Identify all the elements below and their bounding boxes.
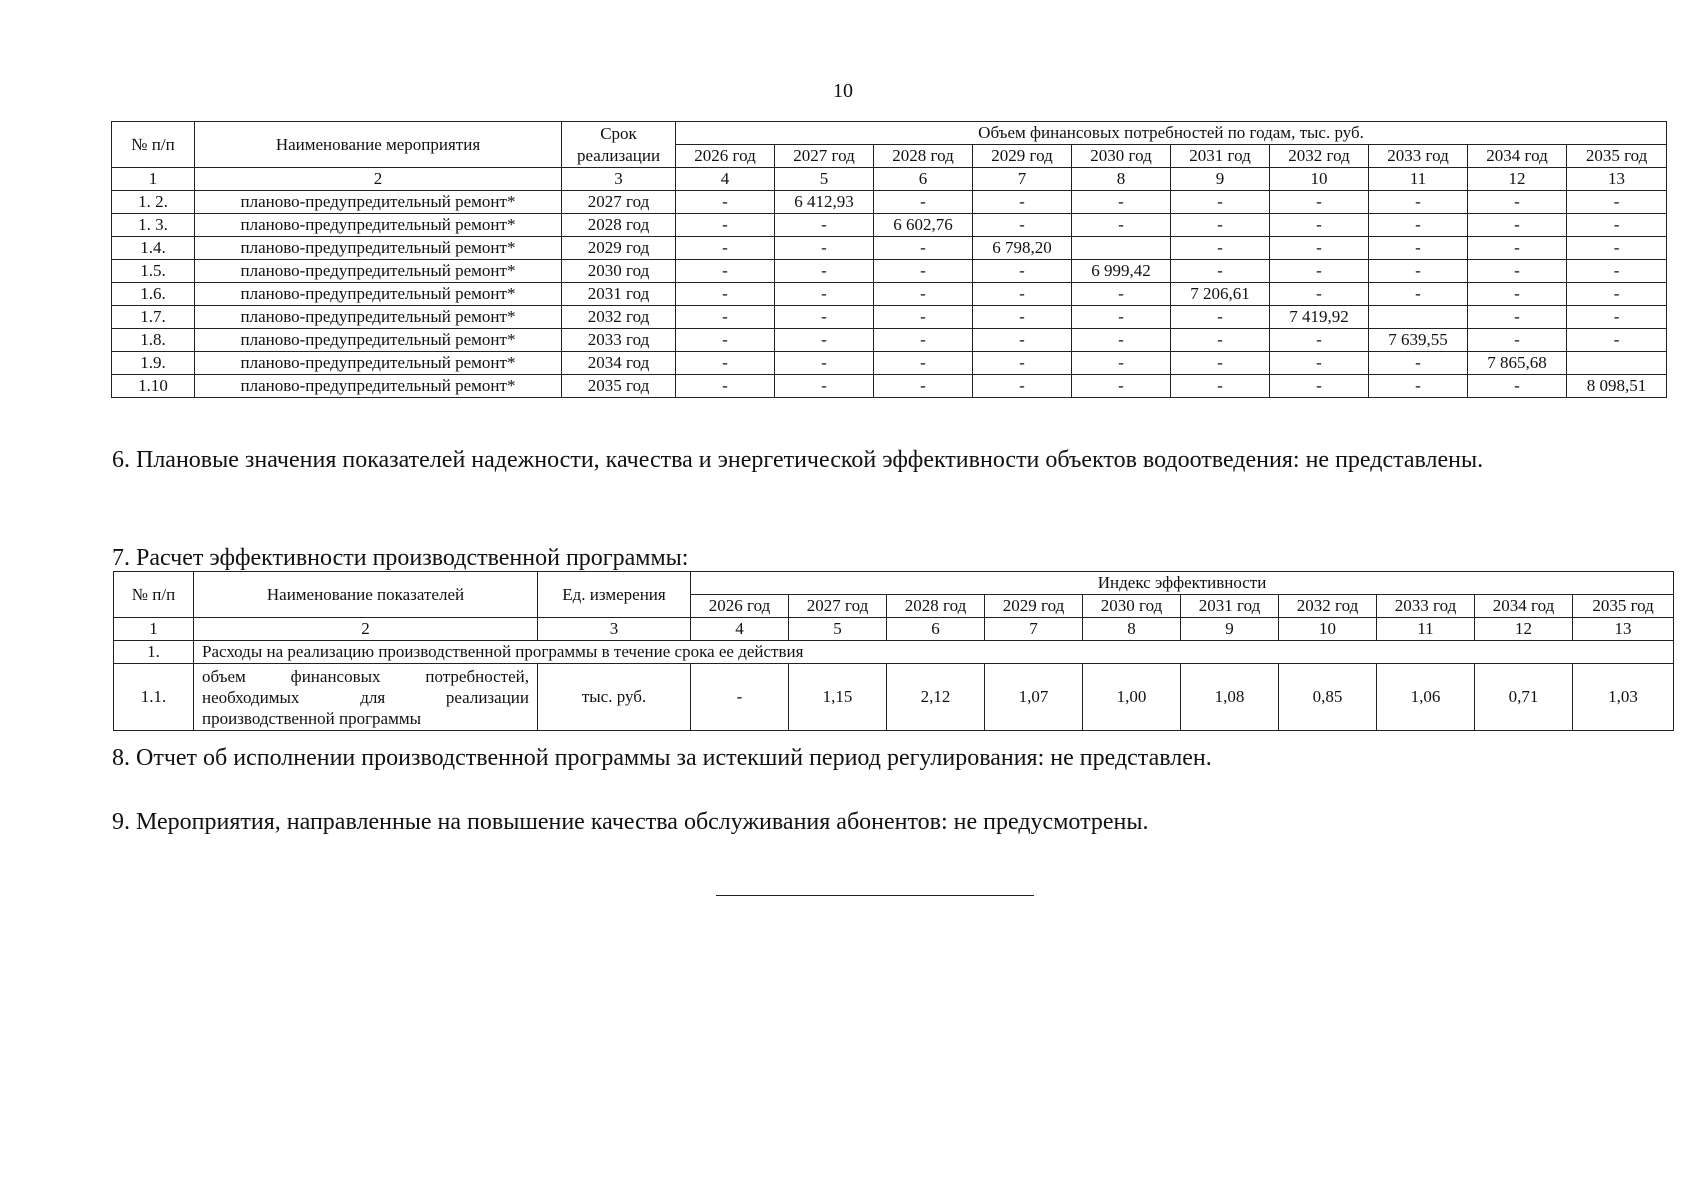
- table-row: [112, 375, 1667, 398]
- row-value: -: [973, 375, 1072, 398]
- table2-year-header: 2031 год: [1181, 595, 1279, 618]
- table2-col-name: Наименование показателей: [194, 572, 538, 618]
- table2-year-header: 2033 год: [1377, 595, 1475, 618]
- row-term: 2035 год: [562, 375, 676, 398]
- row-value: -: [973, 329, 1072, 352]
- row-value: [1567, 352, 1667, 375]
- row-value: -: [973, 306, 1072, 329]
- row-value: -: [775, 352, 874, 375]
- row-value: -: [1270, 329, 1369, 352]
- table1-year-header: 2034 год: [1468, 145, 1567, 168]
- table2-row-num: 1.1.: [114, 664, 194, 731]
- row-value: -: [1171, 191, 1270, 214]
- row-value: -: [676, 352, 775, 375]
- row-value: -: [874, 352, 973, 375]
- row-term: 2030 год: [562, 260, 676, 283]
- row-value: -: [973, 214, 1072, 237]
- row-name: планово-предупредительный ремонт*: [195, 191, 562, 214]
- section-6-text: 6. Плановые значения показателей надежности, качества и энергетической эффективности объектов водоотведения: не представлены.: [112, 447, 1484, 473]
- row-value: -: [1072, 191, 1171, 214]
- table2-index-cell: 6: [887, 618, 985, 641]
- table1-header-row-1: [112, 122, 1667, 145]
- row-value: -: [775, 214, 874, 237]
- table-row: [112, 260, 1667, 283]
- table1-header-index: [112, 168, 1667, 191]
- table2-col-num: № п/п: [114, 572, 194, 618]
- table1-index-cell: 8: [1072, 168, 1171, 191]
- row-value: -: [1270, 260, 1369, 283]
- row-number: 1. 3.: [112, 214, 195, 237]
- table2-year-header: 2032 год: [1279, 595, 1377, 618]
- financial-needs-table: [111, 121, 1667, 398]
- table1-index-cell: 3: [562, 168, 676, 191]
- table1-col-term: Срок реализации: [562, 122, 676, 168]
- index-value: 2,12: [887, 664, 985, 731]
- row-value: -: [973, 352, 1072, 375]
- table-row: [112, 352, 1667, 375]
- row-name: планово-предупредительный ремонт*: [195, 237, 562, 260]
- row-value: 7 206,61: [1171, 283, 1270, 306]
- row-value: -: [1270, 352, 1369, 375]
- row-name: планово-предупредительный ремонт*: [195, 283, 562, 306]
- table2-year-header: 2030 год: [1083, 595, 1181, 618]
- row-value: -: [1072, 306, 1171, 329]
- row-value: -: [1171, 214, 1270, 237]
- section-9-text: 9. Мероприятия, направленные на повышение качества обслуживания абонентов: не предусмотрены.: [112, 809, 1149, 835]
- table2-section-text: Расходы на реализацию производственной программы в течение срока ее действия: [194, 641, 1674, 664]
- table2-section-row: [114, 641, 1674, 664]
- end-divider: [716, 895, 1034, 896]
- row-value: -: [1171, 375, 1270, 398]
- table2-data-row: [114, 664, 1674, 731]
- row-number: 1. 2.: [112, 191, 195, 214]
- row-value: -: [1468, 237, 1567, 260]
- row-value: -: [1369, 214, 1468, 237]
- table2-year-header: 2028 год: [887, 595, 985, 618]
- table1-year-header: 2026 год: [676, 145, 775, 168]
- row-value: -: [676, 375, 775, 398]
- table2-index-cell: 4: [691, 618, 789, 641]
- table-row: [112, 214, 1667, 237]
- row-term: 2032 год: [562, 306, 676, 329]
- row-value: -: [1567, 191, 1667, 214]
- row-value: -: [874, 283, 973, 306]
- row-value: -: [1072, 214, 1171, 237]
- row-value: -: [874, 375, 973, 398]
- row-value: -: [1369, 283, 1468, 306]
- row-value: -: [1171, 352, 1270, 375]
- table2-index-cell: 10: [1279, 618, 1377, 641]
- row-value: -: [1270, 191, 1369, 214]
- table1-year-header: 2030 год: [1072, 145, 1171, 168]
- table2-index-cell: 9: [1181, 618, 1279, 641]
- row-value: -: [1468, 306, 1567, 329]
- row-value: 6 602,76: [874, 214, 973, 237]
- row-value: -: [1369, 260, 1468, 283]
- row-value: -: [1072, 375, 1171, 398]
- table1-index-cell: 10: [1270, 168, 1369, 191]
- index-value: 0,85: [1279, 664, 1377, 731]
- table1-col-num: № п/п: [112, 122, 195, 168]
- row-value: -: [676, 260, 775, 283]
- index-value: 1,06: [1377, 664, 1475, 731]
- row-value: -: [1072, 283, 1171, 306]
- row-value: -: [1369, 191, 1468, 214]
- table1-index-cell: 1: [112, 168, 195, 191]
- row-term: 2027 год: [562, 191, 676, 214]
- row-number: 1.5.: [112, 260, 195, 283]
- row-name: планово-предупредительный ремонт*: [195, 352, 562, 375]
- row-value: -: [874, 237, 973, 260]
- row-value: -: [676, 191, 775, 214]
- row-value: [1369, 306, 1468, 329]
- table1-col-name: Наименование мероприятия: [195, 122, 562, 168]
- row-term: 2028 год: [562, 214, 676, 237]
- table2-index-cell: 12: [1475, 618, 1573, 641]
- row-value: 8 098,51: [1567, 375, 1667, 398]
- index-value: 0,71: [1475, 664, 1573, 731]
- row-number: 1.4.: [112, 237, 195, 260]
- row-term: 2034 год: [562, 352, 676, 375]
- row-value: -: [1270, 214, 1369, 237]
- table1-year-header: 2032 год: [1270, 145, 1369, 168]
- row-value: -: [1369, 237, 1468, 260]
- row-value: -: [1369, 375, 1468, 398]
- table-row: [112, 283, 1667, 306]
- row-value: -: [1567, 306, 1667, 329]
- row-value: -: [874, 306, 973, 329]
- row-value: -: [1468, 329, 1567, 352]
- row-value: -: [1270, 283, 1369, 306]
- row-value: -: [874, 191, 973, 214]
- row-value: -: [1171, 260, 1270, 283]
- row-value: -: [874, 260, 973, 283]
- index-value: 1,08: [1181, 664, 1279, 731]
- table2-row-name: объем финансовых потребностей, необходимых для реализации производственной программы: [194, 664, 538, 731]
- row-number: 1.6.: [112, 283, 195, 306]
- table2-year-header: 2027 год: [789, 595, 887, 618]
- table2-header-row-1: [114, 572, 1674, 595]
- table2-index-cell: 5: [789, 618, 887, 641]
- table1-year-header: 2033 год: [1369, 145, 1468, 168]
- row-term: 2029 год: [562, 237, 676, 260]
- row-value: -: [1468, 283, 1567, 306]
- table-row: [112, 191, 1667, 214]
- table2-year-header: 2029 год: [985, 595, 1083, 618]
- row-value: -: [676, 214, 775, 237]
- row-value: 6 412,93: [775, 191, 874, 214]
- row-value: [1072, 237, 1171, 260]
- row-value: -: [676, 306, 775, 329]
- row-value: -: [1270, 375, 1369, 398]
- row-value: 7 639,55: [1369, 329, 1468, 352]
- table-row: [112, 237, 1667, 260]
- row-value: -: [874, 329, 973, 352]
- efficiency-table: [113, 571, 1674, 731]
- index-value: 1,07: [985, 664, 1083, 731]
- row-value: -: [775, 375, 874, 398]
- row-number: 1.9.: [112, 352, 195, 375]
- row-term: 2033 год: [562, 329, 676, 352]
- row-value: -: [1567, 283, 1667, 306]
- row-value: -: [973, 283, 1072, 306]
- row-term: 2031 год: [562, 283, 676, 306]
- table-row: [112, 306, 1667, 329]
- row-value: -: [1369, 352, 1468, 375]
- section-8-text: 8. Отчет об исполнении производственной программы за истекший период регулирования: не представлен.: [112, 745, 1212, 771]
- row-value: -: [775, 237, 874, 260]
- row-value: -: [1567, 329, 1667, 352]
- index-value: 1,00: [1083, 664, 1181, 731]
- row-value: -: [1468, 214, 1567, 237]
- row-value: -: [1468, 260, 1567, 283]
- row-value: -: [1072, 329, 1171, 352]
- table2-index-cell: 3: [538, 618, 691, 641]
- table1-index-cell: 5: [775, 168, 874, 191]
- row-value: 7 865,68: [1468, 352, 1567, 375]
- table2-year-header: 2035 год: [1573, 595, 1674, 618]
- row-value: -: [1270, 237, 1369, 260]
- table-row: [112, 329, 1667, 352]
- table2-index-cell: 13: [1573, 618, 1674, 641]
- table2-year-header: 2026 год: [691, 595, 789, 618]
- table1-year-header: 2029 год: [973, 145, 1072, 168]
- table2-index-cell: 8: [1083, 618, 1181, 641]
- row-value: -: [1072, 352, 1171, 375]
- table2-header-index: [114, 618, 1674, 641]
- table2-index-cell: 7: [985, 618, 1083, 641]
- table1-index-cell: 9: [1171, 168, 1270, 191]
- row-value: -: [775, 283, 874, 306]
- row-number: 1.7.: [112, 306, 195, 329]
- row-value: -: [676, 237, 775, 260]
- row-value: -: [1468, 375, 1567, 398]
- row-value: 6 798,20: [973, 237, 1072, 260]
- table1-year-header: 2027 год: [775, 145, 874, 168]
- table2-index-cell: 2: [194, 618, 538, 641]
- index-value: 1,15: [789, 664, 887, 731]
- table2-section-num: 1.: [114, 641, 194, 664]
- table1-year-header: 2028 год: [874, 145, 973, 168]
- index-value: -: [691, 664, 789, 731]
- row-value: -: [1171, 237, 1270, 260]
- row-value: -: [775, 329, 874, 352]
- table1-index-cell: 11: [1369, 168, 1468, 191]
- index-value: 1,03: [1573, 664, 1674, 731]
- section-7-title: 7. Расчет эффективности производственной программы:: [112, 545, 689, 571]
- table1-year-header: 2035 год: [1567, 145, 1667, 168]
- table1-index-cell: 4: [676, 168, 775, 191]
- row-value: -: [973, 191, 1072, 214]
- row-value: -: [1567, 260, 1667, 283]
- row-value: -: [775, 260, 874, 283]
- table1-index-cell: 2: [195, 168, 562, 191]
- row-number: 1.10: [112, 375, 195, 398]
- row-name: планово-предупредительный ремонт*: [195, 214, 562, 237]
- table2-year-header: 2034 год: [1475, 595, 1573, 618]
- table2-index-cell: 11: [1377, 618, 1475, 641]
- row-value: -: [1567, 214, 1667, 237]
- row-name: планово-предупредительный ремонт*: [195, 306, 562, 329]
- page-number: 10: [833, 80, 853, 102]
- table1-year-header: 2031 год: [1171, 145, 1270, 168]
- row-value: -: [1171, 329, 1270, 352]
- table1-index-cell: 6: [874, 168, 973, 191]
- row-value: -: [973, 260, 1072, 283]
- row-number: 1.8.: [112, 329, 195, 352]
- row-name: планово-предупредительный ремонт*: [195, 329, 562, 352]
- row-name: планово-предупредительный ремонт*: [195, 260, 562, 283]
- table2-col-index-group: Индекс эффективности: [691, 572, 1674, 595]
- table2-index-cell: 1: [114, 618, 194, 641]
- row-value: -: [676, 283, 775, 306]
- table1-index-cell: 7: [973, 168, 1072, 191]
- table1-index-cell: 13: [1567, 168, 1667, 191]
- table2-col-unit: Ед. измерения: [538, 572, 691, 618]
- row-value: -: [775, 306, 874, 329]
- table1-index-cell: 12: [1468, 168, 1567, 191]
- row-value: 7 419,92: [1270, 306, 1369, 329]
- row-name: планово-предупредительный ремонт*: [195, 375, 562, 398]
- row-value: -: [676, 329, 775, 352]
- table1-col-finance-group: Объем финансовых потребностей по годам, тыс. руб.: [676, 122, 1667, 145]
- table2-row-unit: тыс. руб.: [538, 664, 691, 731]
- row-value: -: [1468, 191, 1567, 214]
- row-value: 6 999,42: [1072, 260, 1171, 283]
- row-value: -: [1567, 237, 1667, 260]
- row-value: -: [1171, 306, 1270, 329]
